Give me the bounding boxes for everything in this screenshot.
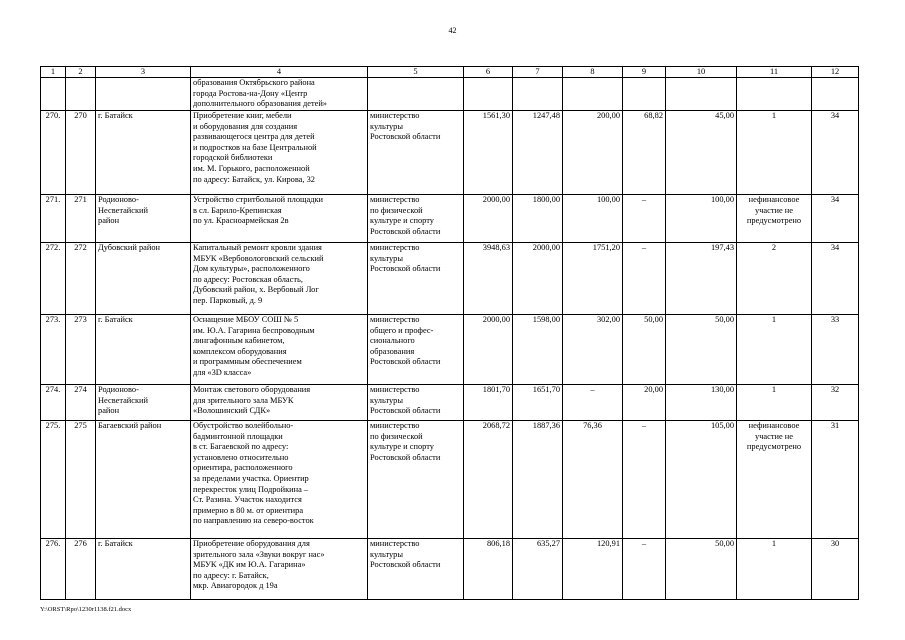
- value-business: 130,00: [666, 385, 737, 421]
- municipality: Родионово- Несветайский район: [96, 195, 191, 243]
- municipality: Багаевский район: [96, 421, 191, 539]
- project-number: 273: [66, 315, 96, 385]
- project-number: [66, 78, 96, 111]
- row-index: 271.: [41, 195, 66, 243]
- value-total: 2068,72: [464, 421, 513, 539]
- score: 34: [812, 111, 859, 195]
- value-regional: 1651,70: [513, 385, 563, 421]
- page-number: 42: [448, 26, 457, 35]
- value-business: 105,00: [666, 421, 737, 539]
- municipality: г. Батайск: [96, 111, 191, 195]
- value-population: 20,00: [623, 385, 666, 421]
- col-header: 10: [666, 67, 737, 78]
- ministry: министерство культуры Ростовской области: [368, 243, 464, 315]
- col-header: 9: [623, 67, 666, 78]
- header-row: [41, 67, 859, 78]
- col-header: 3: [96, 67, 191, 78]
- participation: нефинансовое участие не предусмотрено: [737, 421, 812, 539]
- table-row: [41, 243, 859, 315]
- project-number: 271: [66, 195, 96, 243]
- participation: 2: [737, 243, 812, 315]
- value-local: 100,00: [563, 195, 623, 243]
- value-local: –: [563, 385, 623, 421]
- project-description: образования Октябрьского района города Ростова-на-Дону «Центр дополнительного образования детей»: [191, 78, 368, 111]
- table-row: [41, 539, 859, 600]
- row-index: 276.: [41, 539, 66, 600]
- value-regional: 635,27: [513, 539, 563, 600]
- municipality: г. Батайск: [96, 315, 191, 385]
- value-total: [464, 78, 513, 111]
- value-business: 197,43: [666, 243, 737, 315]
- ministry: министерство по физической культуре и спорту Ростовской области: [368, 195, 464, 243]
- score: 31: [812, 421, 859, 539]
- row-index: 270.: [41, 111, 66, 195]
- table-row: [41, 385, 859, 421]
- score: 34: [812, 243, 859, 315]
- ministry: [368, 78, 464, 111]
- table-row: [41, 195, 859, 243]
- project-number: 274: [66, 385, 96, 421]
- value-total: 1561,30: [464, 111, 513, 195]
- value-local: 302,00: [563, 315, 623, 385]
- table-row: [41, 421, 859, 539]
- participation: 1: [737, 385, 812, 421]
- table-row: [41, 78, 859, 111]
- value-local: 200,00: [563, 111, 623, 195]
- score: 30: [812, 539, 859, 600]
- row-index: 272.: [41, 243, 66, 315]
- ministry: министерство по физической культуре и спорту Ростовской области: [368, 421, 464, 539]
- project-description: Устройство стритбольной площадки в сл. Барило-Крепинская по ул. Красноармейская 2в: [191, 195, 368, 243]
- col-header: 11: [737, 67, 812, 78]
- value-local: 120,91: [563, 539, 623, 600]
- value-regional: 1887,36: [513, 421, 563, 539]
- participation: [737, 78, 812, 111]
- value-local: 76,36: [563, 421, 623, 539]
- col-header: 7: [513, 67, 563, 78]
- projects-table: [40, 66, 859, 600]
- value-business: 45,00: [666, 111, 737, 195]
- project-description: Оснащение МБОУ СОШ № 5 им. Ю.А. Гагарина беспроводным лингафонным кабинетом, комплексом оборудования и программным обеспечением для «3D класса»: [191, 315, 368, 385]
- table-row: [41, 315, 859, 385]
- project-number: 276: [66, 539, 96, 600]
- project-number: 275: [66, 421, 96, 539]
- project-number: 272: [66, 243, 96, 315]
- value-business: 100,00: [666, 195, 737, 243]
- value-population: [623, 78, 666, 111]
- value-population: –: [623, 243, 666, 315]
- municipality: Дубовский район: [96, 243, 191, 315]
- row-index: 275.: [41, 421, 66, 539]
- ministry: министерство культуры Ростовской области: [368, 111, 464, 195]
- value-regional: 1800,00: [513, 195, 563, 243]
- score: 32: [812, 385, 859, 421]
- value-total: 2000,00: [464, 315, 513, 385]
- col-header: 2: [66, 67, 96, 78]
- value-business: [666, 78, 737, 111]
- ministry: министерство культуры Ростовской области: [368, 385, 464, 421]
- col-header: 8: [563, 67, 623, 78]
- value-total: 2000,00: [464, 195, 513, 243]
- value-population: 68,82: [623, 111, 666, 195]
- project-description: Приобретение оборудования для зрительного зала «Звуки вокруг нас» МБУК «ДК им Ю.А. Гагарина» по адресу: г. Батайск, мкр. Авиагородок д 19а: [191, 539, 368, 600]
- value-total: 3948,63: [464, 243, 513, 315]
- value-regional: 1247,48: [513, 111, 563, 195]
- value-business: 50,00: [666, 539, 737, 600]
- value-local: 1751,20: [563, 243, 623, 315]
- value-regional: [513, 78, 563, 111]
- footer-file-path: Y:\ORST\Rpo\1230r1138.f21.docx: [40, 606, 132, 613]
- value-population: –: [623, 421, 666, 539]
- score: [812, 78, 859, 111]
- col-header: 12: [812, 67, 859, 78]
- row-index: 274.: [41, 385, 66, 421]
- value-regional: 1598,00: [513, 315, 563, 385]
- project-number: 270: [66, 111, 96, 195]
- participation: 1: [737, 315, 812, 385]
- value-population: –: [623, 539, 666, 600]
- row-index: [41, 78, 66, 111]
- col-header: 6: [464, 67, 513, 78]
- ministry: министерство культуры Ростовской области: [368, 539, 464, 600]
- participation: 1: [737, 111, 812, 195]
- score: 33: [812, 315, 859, 385]
- project-description: Приобретение книг, мебели и оборудования для создания развивающегося центра для детей и подростков на базе Центральной городской библиотеки им. М. Горького, расположенной по адресу: Батайск, ул. Кирова, 32: [191, 111, 368, 195]
- col-header: 1: [41, 67, 66, 78]
- municipality: [96, 78, 191, 111]
- value-population: –: [623, 195, 666, 243]
- participation: 1: [737, 539, 812, 600]
- municipality: Родионово- Несветайский район: [96, 385, 191, 421]
- value-total: 806,18: [464, 539, 513, 600]
- project-description: Обустройство волейбольно- бадминтонной площадки в ст. Багаевской по адресу: установлено относительно ориентира, расположенного за пределами участка. Ориентир перекресток улиц Подройкина – Ст. Разина. Участок находится примерно в 80 м. от ориентира по направлению на северо-восток: [191, 421, 368, 539]
- value-population: 50,00: [623, 315, 666, 385]
- score: 34: [812, 195, 859, 243]
- value-business: 50,00: [666, 315, 737, 385]
- municipality: г. Батайск: [96, 539, 191, 600]
- project-description: Капитальный ремонт кровли здания МБУК «Вербовологовский сельский Дом культуры», расположенного по адресу: Ростовская область, Дубовский район, х. Вербовый Лог пер. Парковый, д. 9: [191, 243, 368, 315]
- value-regional: 2000,00: [513, 243, 563, 315]
- ministry: министерство общего и профес- сионального образования Ростовской области: [368, 315, 464, 385]
- col-header: 5: [368, 67, 464, 78]
- participation: нефинансовое участие не предусмотрено: [737, 195, 812, 243]
- table-row: [41, 111, 859, 195]
- project-description: Монтаж светового оборудования для зрительного зала МБУК «Волошинский СДК»: [191, 385, 368, 421]
- row-index: 273.: [41, 315, 66, 385]
- value-local: [563, 78, 623, 111]
- value-total: 1801,70: [464, 385, 513, 421]
- col-header: 4: [191, 67, 368, 78]
